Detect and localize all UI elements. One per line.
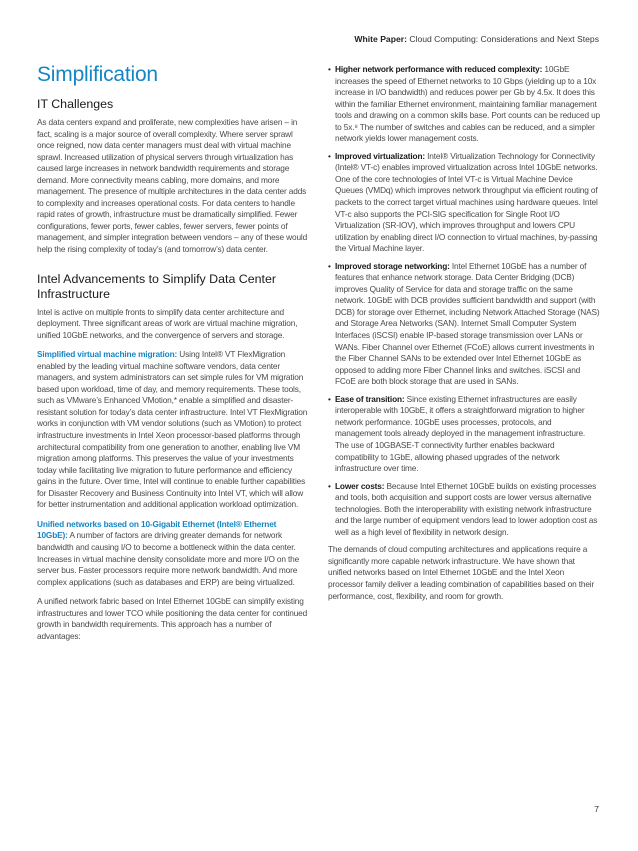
list-item — [328, 394, 600, 475]
running-header — [354, 34, 599, 44]
bullet-icon: • — [328, 260, 331, 271]
bullet-icon: • — [328, 393, 331, 404]
heading-it-challenges: IT Challenges — [37, 97, 114, 111]
bullet-lead: Ease of transition: — [335, 393, 405, 404]
bullet-icon: • — [328, 150, 331, 161]
advantages-list — [328, 64, 600, 538]
bullet-lead: Improved virtualization: — [335, 150, 425, 161]
bullet-text: 10GbE increases the speed of Ethernet networks to 10 Gbps (yielding up to a 10x increase in I/O bandwidth) and reduces power per Gb by 4.5x. It does this within the familiar Ethernet environment, maintaining familiar management tools and drawing on a common skills base. Port counts can be reduced up to 5x.⁸ The number of switches and cables can be reduced, and a simpler network yields lower management costs. — [335, 64, 600, 144]
bullet-icon: • — [328, 64, 331, 74]
bullet-lead: Higher network performance with reduced complexity: — [335, 64, 543, 74]
heading-intel-advancements: Intel Advancements to Simplify Data Center Infrastructure — [37, 271, 276, 301]
paragraph-intel-advancements: Intel is active on multiple fronts to simplify data center architecture and deployment. Three significant areas of work are virtual machine migration, unified 10GbE networks, and the convergence of servers and storage. — [37, 306, 298, 340]
bullet-lead: Improved storage networking: — [335, 260, 450, 271]
lead-vm-migration: Simplified virtual machine migration: — [37, 349, 178, 360]
paragraph-vm-migration — [37, 349, 309, 511]
bullet-text: Intel Ethernet 10GbE has a number of features that enhance network storage. Data Center Bridging (DCB) improves Quality of Service for data and storage traffic on the same network. 10GbE with DCB provides sufficient bandwidth and support (with DCB) for storage over Ethernet, including Network Attached Storage (NAS) and Storage Area Networks (SAN). Internet Small Computer System Interfaces (iSCSI) enable IP-based storage transmission over LANs or WANs. Fiber Channel over Ethernet (FCoE) allows current investments in the Fiber Channel SANs to be extended over Intel Ethernet 10GbE as opposed to adding more Fiber Channel links and switches. iSCSI and FCoE are both block storage that are used in SANs. — [335, 260, 600, 387]
bullet-text: Because Intel Ethernet 10GbE builds on existing processes and tools, both acquisition and support costs are lower versus alternative technologies. Both the interoperability with existing network infrastructure and the large number of equipment vendors lead to lower adoption cost as well as a high level of flexibility in network design. — [335, 480, 598, 537]
paragraph-it-challenges: As data centers expand and proliferate, new complexities have arisen – in fact, scaling is a major source of overall complexity. Where server sprawl once reigned, now data center managers must deal with virtual machine sprawl. Increased utilization of physical servers through virtualization has caused large increases in network bandwidth requirements and storage demand. More connectivity means cabling, more domains, and more management. The presence of multiple architectures in the data center adds to complexity and increases operational costs. For data centers to handle rapid rates of growth, infrastructure must be dramatically simplified. Fewer configurations, fewer ports, fewer cables, fewer servers, fewer points of management, and simpler integration between vendors – any of these would help the rising complexity of today’s (and tomorrow’s) data center. — [37, 117, 308, 255]
bullet-icon: • — [328, 480, 331, 491]
right-column — [328, 64, 600, 610]
header-title: Cloud Computing: Considerations and Next Steps — [406, 34, 599, 44]
bullet-text: Since existing Ethernet infrastructures are easily interoperable with 10GbE, it offers a straightforward migration to higher network performance. 10GbE uses processes, protocols, and management tools already deployed in the management infrastructure. The use of 10GBASE-T connectivity further enables backward compatibility to 1GbE, allowing phased upgrades of the network infrastructure over time. — [335, 393, 586, 474]
page-number: 7 — [594, 804, 599, 814]
section-title: Simplification — [37, 63, 158, 86]
header-label: White Paper: — [354, 34, 407, 44]
paragraph-closing: The demands of cloud computing architectures and applications require a significantly more capable network infrastructure. We have shown that unified networks based on Intel Ethernet 10GbE and the Intel Xeon processor family deliver a leading combination of capabilities based on their performance, cost, flexibility, and room for growth. — [328, 544, 595, 601]
list-item — [328, 64, 600, 145]
lead-unified-networks: Unified networks based on 10-Gigabit Ethernet (Intel® Ethernet 10GbE): — [37, 518, 277, 541]
left-column — [37, 62, 309, 650]
list-item — [328, 151, 600, 255]
bullet-text: Intel® Virtualization Technology for Connectivity (Intel® VT-c) enables improved virtualization across Intel 10GbE networks. One of the core technologies of Intel VT-c is Virtual Machine Device Queues (VMDq) which improves network throughput via efficient routing of packets to the correct target virtual machines using hardware queues. Intel VT-c also supports the PCI-SIG specification for Single Root I/O Virtualization (SR-IOV), which improves throughput and lowers CPU utilization by enabling direct I/O connection to virtual machines, by-passing the Virtual Machine layer. — [335, 150, 598, 254]
bullet-lead: Lower costs: — [335, 480, 385, 491]
text-vm-migration: Using Intel® VT FlexMigration enabled by the leading virtual machine software vendors, data center managers, and system administrators can set simple rules for VM migration based upon workload, time of day, and memory requirements. These tools, such as VMware’s Enhanced VMotion,* enable a simplified and disaster-resistant solution for today’s data center infrastructure. Intel VT FlexMigration works in conjunction with VM vendor solutions (such as VMotion) to protect infrastructure investments in Intel Xeon processor-based platforms through architectural compatibility from one generation to another, enabling live VM migration among platforms. This preserves the value of your investments today while facilitating live migration to future performance and efficiency gains in the future. Over time, Intel will continue to enable further capabilities for Disaster Recovery and Business Continuity into Intel VT, which will allow for better instrumentation and additional application workload optimization. — [37, 349, 308, 510]
list-item — [328, 481, 600, 539]
list-item — [328, 261, 600, 388]
paragraph-unified-fabric: A unified network fabric based on Intel Ethernet 10GbE can simplify existing infrastructures and lower TCO while positioning the data center for continued growth in bandwidth requirements. This approach has a number of advantages: — [37, 596, 308, 641]
text-unified-networks: A number of factors are driving greater demands for network bandwidth and causing I/O to become a bottleneck within the data center. Increases in virtual machine density consolidate more and more I/O on the server bus. Faster processors require more network bandwidth. And more complex applications (such as databases and ERP) are being virtualized. — [37, 530, 300, 587]
paragraph-unified-networks — [37, 519, 309, 588]
